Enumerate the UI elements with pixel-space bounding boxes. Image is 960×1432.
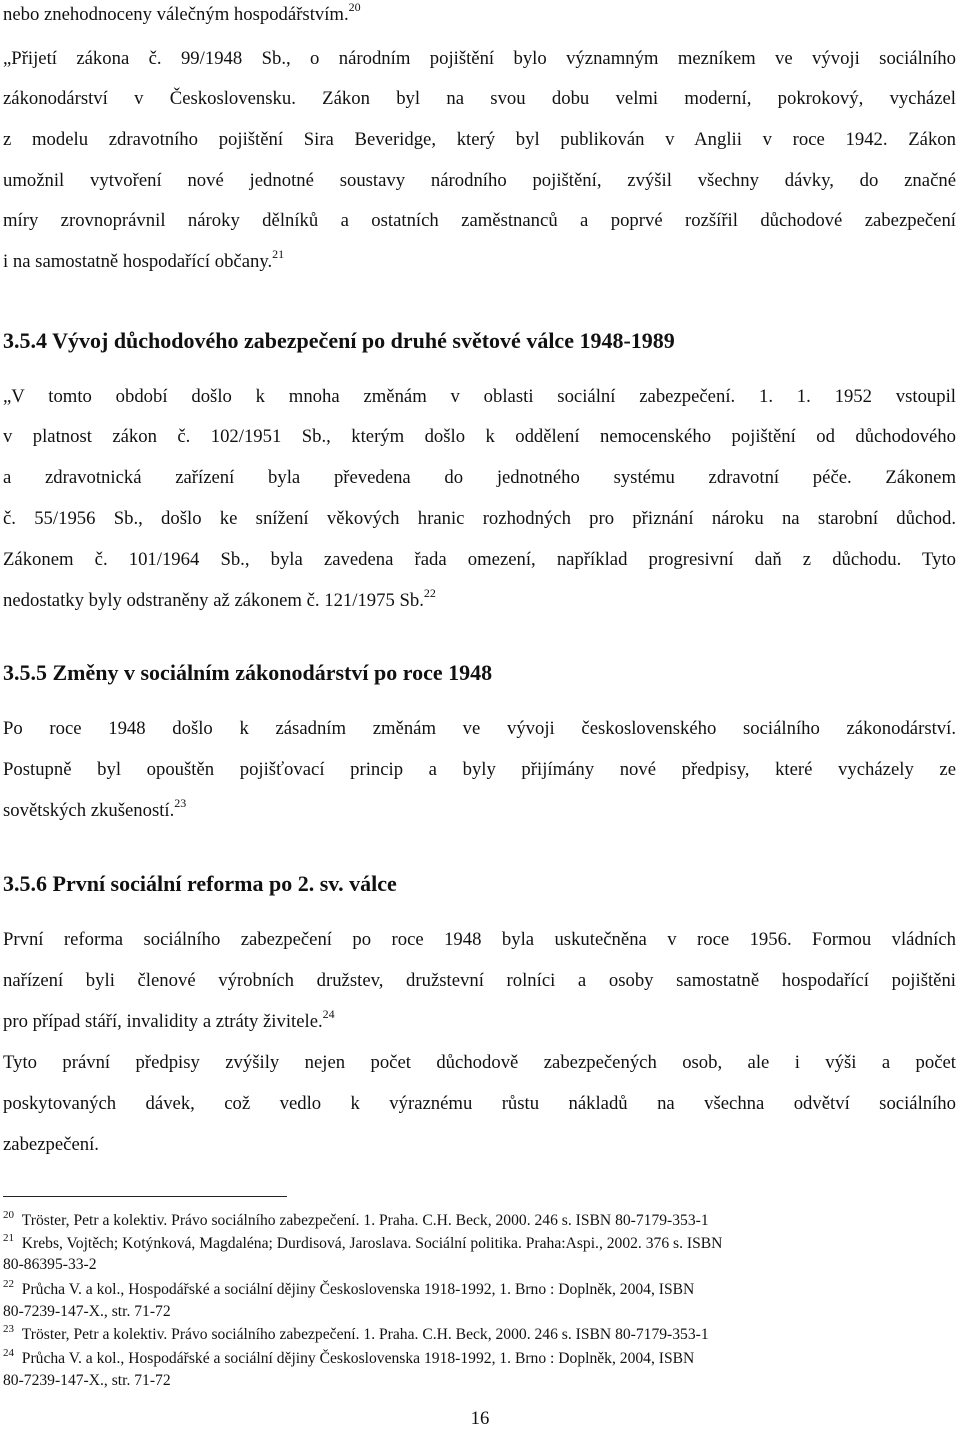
footnote-separator [3, 1196, 287, 1197]
paragraph-line: První reforma sociálního zabezpečení po roce 1948 byla uskutečněna v roce 1956. Formou vládních [3, 929, 956, 950]
paragraph-line: míry zrovnoprávnil nároky dělníků a ostatních zaměstnanců a poprvé rozšířil důchodové zabezpečení [3, 210, 956, 231]
footnote-number: 22 [3, 1278, 14, 1290]
paragraph-line: nebo znehodnoceny válečným hospodářstvím.$^{20}$ [3, 0, 361, 25]
paragraph-line: a zdravotnická zařízení byla převedena do jednotného systému zdravotní péče. Zákonem [3, 467, 956, 488]
footnote: $^{20}$ Tröster, Petr a kolektiv. Právo sociálního zabezpečení. 1. Praha. C.H. Beck, 2000. 246 s. ISBN 80-7179-353-1 [3, 1209, 709, 1229]
section-heading: 3.5.5 Změny v sociálním zákonodárství po roce 1948 [3, 660, 493, 685]
paragraph-line: i na samostatně hospodařící občany.$^{21}$ [3, 247, 285, 272]
paragraph-line: nedostatky byly odstraněny až zákonem č. 121/1975 Sb.$^{22}$ [3, 586, 436, 611]
paragraph-line: zákonodárství v Československu. Zákon byl na svou dobu velmi moderní, pokrokový, vycházel [3, 88, 956, 109]
paragraph-line: sovětských zkušeností.$^{23}$ [3, 796, 187, 821]
paragraph-line: umožnil vytvoření nové jednotné soustavy národního pojištění, zvýšil všechny dávky, do značné [3, 170, 956, 191]
footnote: $^{21}$ Krebs, Vojtěch; Kotýnková, Magdaléna; Durdisová, Jaroslava. Sociální politika. Praha:Aspi., 2002. 376 s. ISBN [3, 1232, 723, 1252]
section-heading: 3.5.4 Vývoj důchodového zabezpečení po druhé světové válce 1948-1989 [3, 328, 675, 353]
paragraph-line: Postupně byl opouštěn pojišťovací princip a byly přijímány nové předpisy, které vycházely ze [3, 759, 956, 780]
paragraph-line: Po roce 1948 došlo k zásadním změnám ve vývoji československého sociálního zákonodárství. [3, 718, 956, 739]
footnote-ref[interactable]: 22 [423, 586, 436, 600]
footnote: $^{22}$ Průcha V. a kol., Hospodářské a sociální dějiny Československa 1918-1992, 1. Brno : Doplněk, 2004, ISBN [3, 1278, 695, 1298]
paragraph-line: „V tomto období došlo k mnoha změnám v oblasti sociální zabezpečení. 1. 1. 1952 vstoupil [3, 386, 956, 407]
paragraph-line: poskytovaných dávek, což vedlo k výraznému růstu nákladů na všechna odvětví sociálního [3, 1093, 956, 1114]
paragraph-line: zabezpečení. [3, 1134, 99, 1155]
paragraph-line: v platnost zákon č. 102/1951 Sb., kterým došlo k oddělení nemocenského pojištění od důchodového [3, 426, 956, 447]
footnote-continuation: 80-7239-147-X., str. 71-72 [3, 1303, 171, 1320]
footnote-ref[interactable]: 20 [348, 0, 361, 14]
footnote-number: 24 [3, 1347, 14, 1359]
section-heading: 3.5.6 První sociální reforma po 2. sv. válce [3, 871, 397, 896]
paragraph-line: č. 55/1956 Sb., došlo ke snížení věkových hranic rozhodných pro přiznání nároku na starobní důchod. [3, 508, 956, 529]
footnote-ref[interactable]: 21 [272, 247, 285, 261]
paragraph-line: Tyto právní předpisy zvýšily nejen počet důchodově zabezpečených osob, ale i výši a počet [3, 1052, 956, 1073]
paragraph-line: „Přijetí zákona č. 99/1948 Sb., o národním pojištění bylo významným mezníkem ve vývoji sociálního [3, 48, 956, 69]
paragraph-line: z modelu zdravotního pojištění Sira Beveridge, který byl publikován v Anglii v roce 1942. Zákon [3, 129, 956, 150]
footnote: $^{23}$ Tröster, Petr a kolektiv. Právo sociálního zabezpečení. 1. Praha. C.H. Beck, 2000. 246 s. ISBN 80-7179-353-1 [3, 1323, 709, 1343]
footnote-continuation: 80-86395-33-2 [3, 1256, 97, 1273]
paragraph-line: Zákonem č. 101/1964 Sb., byla zavedena řada omezení, například progresivní daň z důchodu. Tyto [3, 549, 956, 570]
footnote-ref[interactable]: 24 [322, 1007, 335, 1021]
paragraph-line: nařízení byli členové výrobních družstev, družstevní rolníci a osoby samostatně hospodařící pojištěni [3, 970, 956, 991]
footnote-ref[interactable]: 23 [174, 796, 187, 810]
footnote-number: 21 [3, 1232, 14, 1244]
paragraph-line: pro případ stáří, invalidity a ztráty živitele.$^{24}$ [3, 1007, 335, 1032]
footnote: $^{24}$ Průcha V. a kol., Hospodářské a sociální dějiny Československa 1918-1992, 1. Brno : Doplněk, 2004, ISBN [3, 1347, 695, 1367]
page-number: 16 [470, 1408, 490, 1429]
footnote-number: 20 [3, 1209, 14, 1221]
footnote-number: 23 [3, 1323, 14, 1335]
footnote-continuation: 80-7239-147-X., str. 71-72 [3, 1372, 171, 1389]
